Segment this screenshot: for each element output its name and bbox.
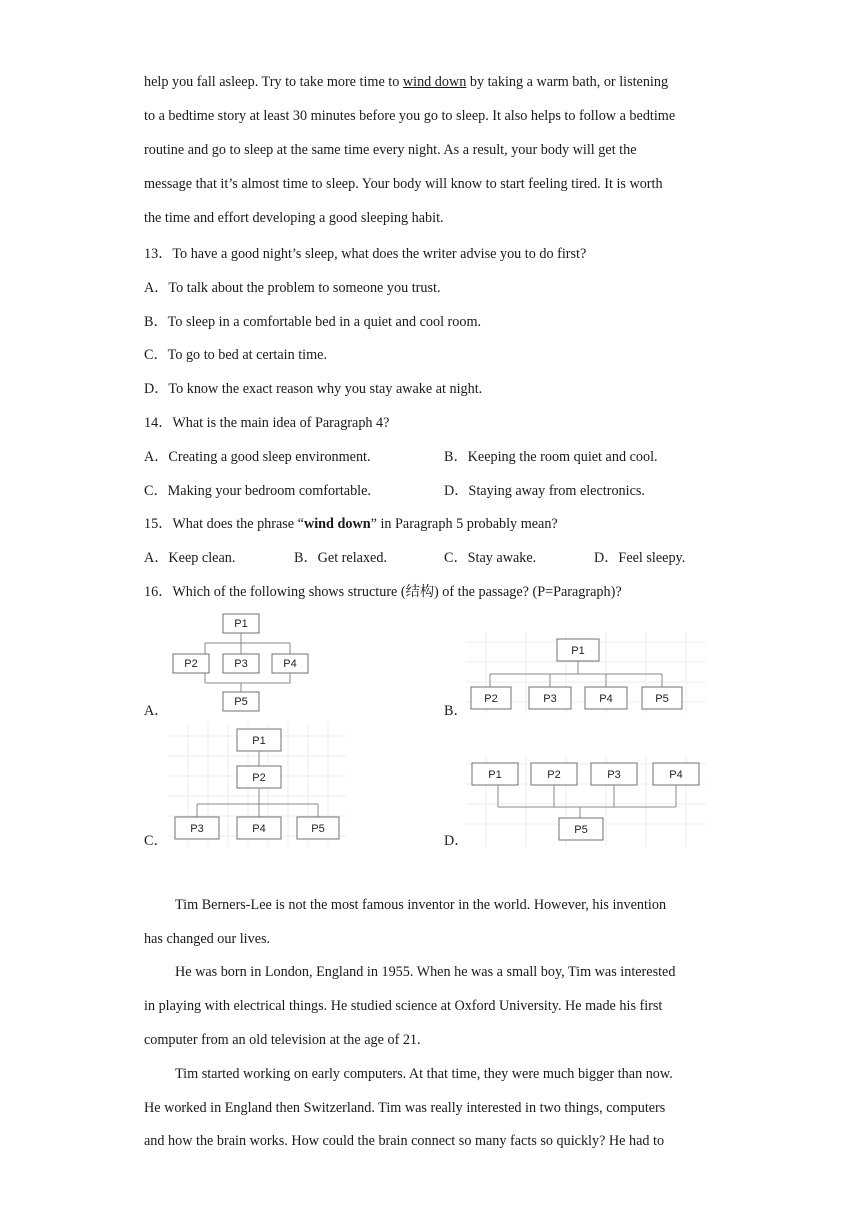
box-label: P1 xyxy=(571,645,585,657)
box-label: P2 xyxy=(547,769,561,781)
paragraph-line: He worked in England then Switzerland. Tim was really interested in two things, computers xyxy=(144,1100,666,1116)
q13-option-b[interactable]: B．To sleep in a comfortable bed in a quiet and cool room. xyxy=(144,314,482,330)
box-label: P5 xyxy=(574,824,588,836)
box-label: P3 xyxy=(190,823,204,835)
box-label: P2 xyxy=(252,772,266,784)
q16-diagram-d[interactable] xyxy=(466,756,706,846)
box-label: P4 xyxy=(599,693,613,705)
box-label: P1 xyxy=(252,735,266,747)
q14-option-a[interactable]: A．Creating a good sleep environment. xyxy=(144,449,371,465)
q16-option-d-label[interactable]: D． xyxy=(444,833,469,849)
paragraph-line: to a bedtime story at least 30 minutes before you go to sleep. It also helps to follow a bedtime xyxy=(144,108,676,124)
paragraph-line: routine and go to sleep at the same time every night. As a result, your body will get the xyxy=(144,142,637,158)
box-label: P3 xyxy=(234,658,248,670)
q14-option-d[interactable]: D．Staying away from electronics. xyxy=(444,483,645,499)
q16-diagram-a[interactable] xyxy=(168,608,318,714)
paragraph-line: the time and effort developing a good sleeping habit. xyxy=(144,210,444,226)
box-label: P1 xyxy=(234,618,248,630)
question-16-stem: 16．Which of the following shows structure (结构) of the passage? (P=Paragraph)? xyxy=(144,584,622,600)
box-label: P3 xyxy=(607,769,621,781)
box-label: P4 xyxy=(283,658,297,670)
box-label: P4 xyxy=(252,823,266,835)
paragraph-line: has changed our lives. xyxy=(144,931,271,947)
q16-option-a-label[interactable]: A． xyxy=(144,703,169,719)
box-label: P2 xyxy=(184,658,198,670)
q13-option-a[interactable]: A．To talk about the problem to someone you trust. xyxy=(144,280,441,296)
q15-option-d[interactable]: D．Feel sleepy. xyxy=(594,550,686,566)
phrase-wind-down-bold: wind down xyxy=(303,516,371,532)
q15-option-b[interactable]: B．Get relaxed. xyxy=(294,550,387,566)
paragraph-line: Tim started working on early computers. At that time, they were much bigger than now. xyxy=(175,1066,673,1082)
paragraph-line: and how the brain works. How could the brain connect so many facts so quickly? He had to xyxy=(144,1133,665,1149)
q14-option-c[interactable]: C．Making your bedroom comfortable. xyxy=(144,483,371,499)
q13-option-d[interactable]: D．To know the exact reason why you stay awake at night. xyxy=(144,381,483,397)
q14-option-b[interactable]: B．Keeping the room quiet and cool. xyxy=(444,449,658,465)
question-14-stem: 14．What is the main idea of Paragraph 4? xyxy=(144,415,390,431)
paragraph-line: Tim Berners-Lee is not the most famous inventor in the world. However, his invention xyxy=(175,897,667,913)
question-15-stem: 15．What does the phrase “wind down” in Paragraph 5 probably mean? xyxy=(144,516,558,532)
paragraph-line: computer from an old television at the age of 21. xyxy=(144,1032,421,1048)
q15-option-c[interactable]: C．Stay awake. xyxy=(444,550,537,566)
box-label: P5 xyxy=(234,696,248,708)
q13-option-c[interactable]: C．To go to bed at certain time. xyxy=(144,347,328,363)
q16-option-c-label[interactable]: C． xyxy=(144,833,168,849)
box-label: P5 xyxy=(311,823,325,835)
box-label: P3 xyxy=(543,693,557,705)
q16-diagram-c[interactable] xyxy=(168,724,346,846)
q15-option-a[interactable]: A．Keep clean. xyxy=(144,550,236,566)
box-label: P1 xyxy=(488,769,502,781)
box-label: P5 xyxy=(655,693,669,705)
paragraph-line: message that it’s almost time to sleep. Your body will know to start feeling tired. It is worth xyxy=(144,176,663,192)
paragraph-line: help you fall asleep. Try to take more time to wind down by taking a warm bath, or listening xyxy=(144,74,669,90)
q16-diagram-b[interactable] xyxy=(466,632,706,714)
paragraph-line: in playing with electrical things. He studied science at Oxford University. He made his first xyxy=(144,998,663,1014)
box-label: P4 xyxy=(669,769,683,781)
box-label: P2 xyxy=(484,693,498,705)
question-13-stem: 13．To have a good night’s sleep, what does the writer advise you to do first? xyxy=(144,246,587,262)
q16-option-b-label[interactable]: B． xyxy=(444,703,468,719)
paragraph-line: He was born in London, England in 1955. When he was a small boy, Tim was interested xyxy=(175,964,676,980)
phrase-wind-down: wind down xyxy=(402,74,467,90)
